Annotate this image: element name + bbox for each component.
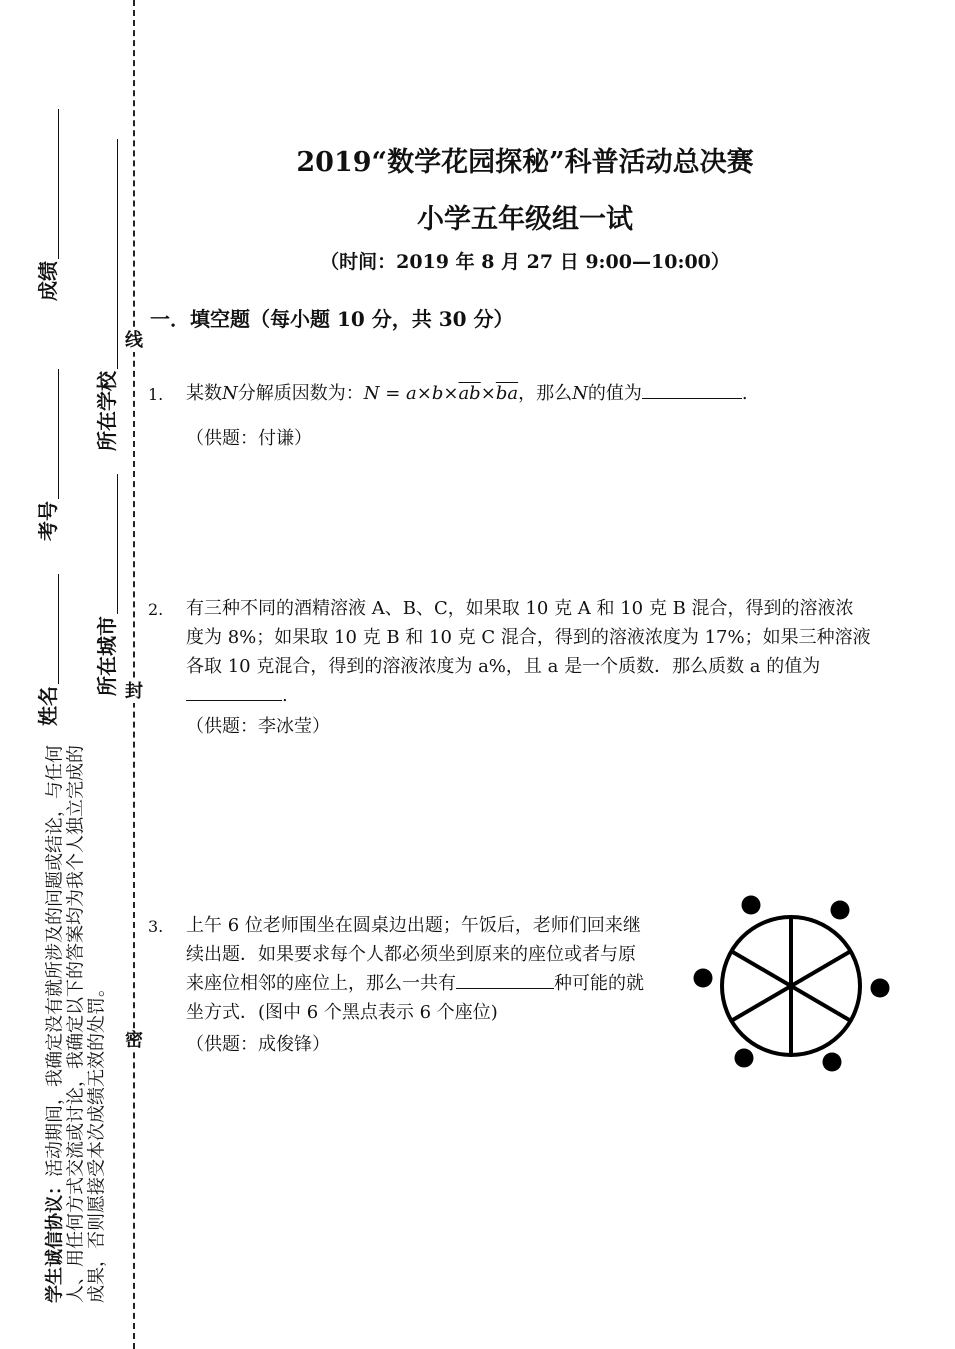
q2-line-3: 各取 10 克混合，得到的溶液浓度为 a%，且 a 是一个质数．那么质数 a 的值为 (186, 656, 821, 677)
q1-text-c: ，那么 (518, 383, 573, 404)
q2-line-4-end: . (282, 685, 288, 706)
seat-dot-6 (694, 969, 713, 988)
question-3-number: 3. (148, 917, 164, 936)
q1-text-d: 的值为 (587, 383, 642, 404)
q1-var-n-2: N (572, 383, 588, 404)
seat-dot-1 (742, 896, 761, 915)
honesty-pledge (45, 743, 108, 1303)
school-line[interactable] (99, 139, 118, 369)
section-heading: 一．填空题（每小题 10 分，共 30 分） (150, 307, 514, 331)
seat-dot-2 (831, 901, 850, 920)
question-3-credit: （供题：成俊锋） (186, 1034, 330, 1055)
q3-line-2: 续出题．如果要求每个人都必须坐到原来的座位或者与原 (186, 944, 636, 965)
question-2-text (186, 594, 886, 710)
school-label: 所在学校 (95, 371, 119, 451)
q2-line-2: 度为 8%；如果取 10 克 B 和 10 克 C 混合，得到的溶液浓度为 17%；如果三种溶液 (186, 627, 871, 648)
q1-text-b: 分解质因数为： (237, 383, 364, 404)
q2-line-1: 有三种不同的酒精溶液 A、B、C，如果取 10 克 A 和 10 克 B 混合，得到的溶液浓 (186, 598, 854, 619)
question-1-credit: （供题：付谦） (186, 428, 312, 449)
score-label: 成绩 (36, 261, 60, 301)
q1-answer-blank[interactable] (642, 380, 742, 399)
q3-line-1: 上午 6 位老师围坐在圆桌边出题；午饭后，老师们回来继 (186, 915, 641, 936)
binding-mark-seal: 封 (125, 681, 143, 702)
q1-formula-lhs: N = a×b× (363, 383, 459, 404)
question-2-number: 2. (148, 600, 164, 619)
pledge-title: 学生诚信协议： (44, 1177, 66, 1303)
pledge-body: 活动期间，我确定没有就所涉及的问题或结论，与任何人、用任何方式交流或讨论，我确定以下的答案均为我个人独立完成的成果，否则愿接受本次成绩无效的处罚。 (44, 745, 108, 1303)
page-title: 2019“数学花园探秘”科普活动总决赛 (296, 147, 754, 178)
question-1-number: 1. (148, 385, 164, 404)
binding-mark-line: 线 (125, 330, 143, 351)
q1-formula-times: × (480, 383, 496, 404)
q3-line-3a: 来座位相邻的座位上，那么一共有 (186, 973, 456, 994)
exam-number-field[interactable] (36, 355, 60, 555)
question-3-text (186, 911, 686, 1027)
city-line[interactable] (99, 474, 118, 614)
seat-dot-5 (735, 1049, 754, 1068)
round-table-figure (680, 880, 910, 1080)
q3-answer-blank[interactable] (456, 970, 554, 989)
exam-time: （时间：2019 年 8 月 27 日 9:00—10:00） (320, 251, 730, 273)
school-field[interactable] (95, 130, 119, 460)
seat-dot-4 (823, 1053, 842, 1072)
binding-mark-secret: 密 (125, 1030, 143, 1051)
q3-line-4: 坐方式．(图中 6 个黑点表示 6 个座位) (186, 1002, 498, 1023)
page-subtitle: 小学五年级组一试 (417, 204, 633, 235)
q3-line-3b: 种可能的就 (554, 973, 644, 994)
q1-formula-ab: $\overline{ab}$ (458, 383, 481, 404)
q1-text-a: 某数 (186, 383, 222, 404)
q1-var-n: N (222, 383, 238, 404)
seat-dot-3 (871, 979, 890, 998)
binding-dashed-line (133, 0, 135, 1349)
question-2-credit: （供题：李冰莹） (186, 716, 330, 737)
score-field[interactable] (36, 85, 60, 325)
exam-number-label: 考号 (36, 501, 60, 541)
city-field[interactable] (95, 460, 119, 710)
q1-formula-ba: $\overline{ba}$ (495, 383, 519, 404)
q1-text-end: . (741, 383, 748, 404)
question-1-text (186, 379, 886, 408)
exam-number-line[interactable] (40, 369, 59, 499)
name-line[interactable] (40, 574, 59, 684)
name-label: 姓名 (36, 686, 60, 726)
name-field[interactable] (36, 560, 60, 740)
score-line[interactable] (40, 109, 59, 259)
q2-answer-blank[interactable] (186, 682, 282, 701)
city-label: 所在城市 (95, 616, 119, 696)
